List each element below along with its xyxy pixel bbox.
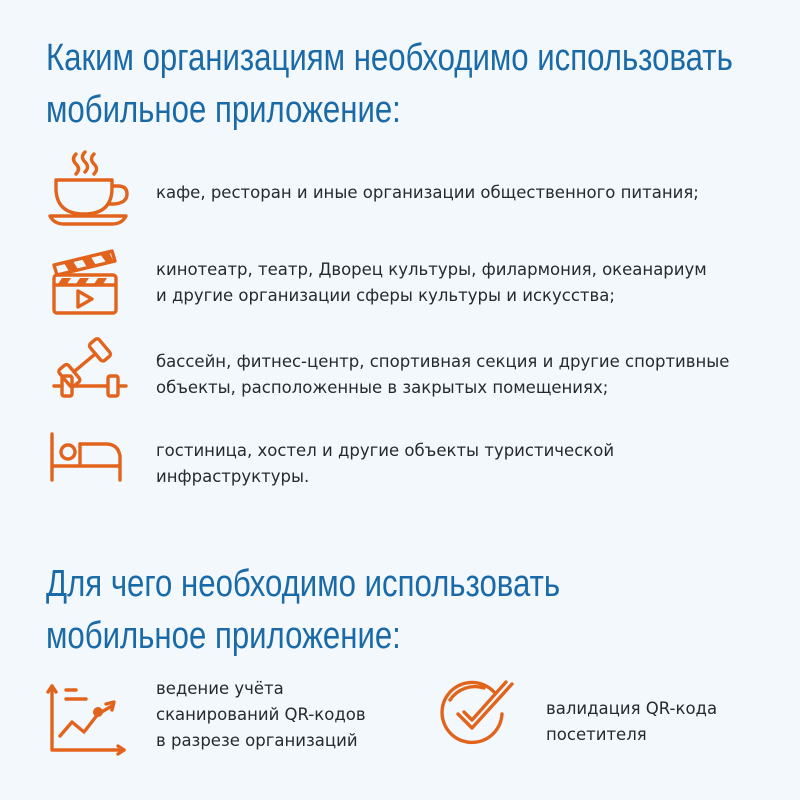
item-text-line: ведение учёта <box>156 679 284 698</box>
bed-icon <box>46 430 126 484</box>
item-text-line: валидация QR-кода <box>546 699 718 718</box>
item-text-line: кафе, ресторан и иные организации общественного питания; <box>156 183 699 202</box>
section-2-title <box>46 558 560 662</box>
section-2-title-line: мобильное приложение: <box>46 615 401 657</box>
item-text-line: бассейн, фитнес-центр, спортивная секция и другие спортивные <box>156 352 730 371</box>
clapperboard-icon <box>46 243 122 319</box>
section-1-title <box>46 32 733 136</box>
section-2-title-line: Для чего необходимо использовать <box>46 563 561 605</box>
coffee-cup-icon <box>46 150 132 226</box>
item-text-line: инфраструктуры. <box>156 467 310 486</box>
section-1-title-line: Каким организациям необходимо использовать <box>46 37 733 79</box>
item-text-line: кинотеатр, театр, Дворец культуры, филармония, океанариум <box>156 260 707 279</box>
item-text-line: в разрезе организаций <box>156 731 358 750</box>
item-text-line: и другие организации сферы культуры и искусства; <box>156 286 615 305</box>
item-text-line: сканирований QR-кодов <box>156 705 366 724</box>
item-text-line: гостиница, хостел и другие объекты туристической <box>156 441 615 460</box>
dumbbell-icon <box>46 336 132 400</box>
growth-chart-icon <box>46 680 128 756</box>
section-1-title-line: мобильное приложение: <box>46 89 401 131</box>
check-badge-icon <box>436 678 520 752</box>
item-text-line: объекты, расположенные в закрытых помещениях; <box>156 378 609 397</box>
item-text-line: посетителя <box>546 725 647 744</box>
